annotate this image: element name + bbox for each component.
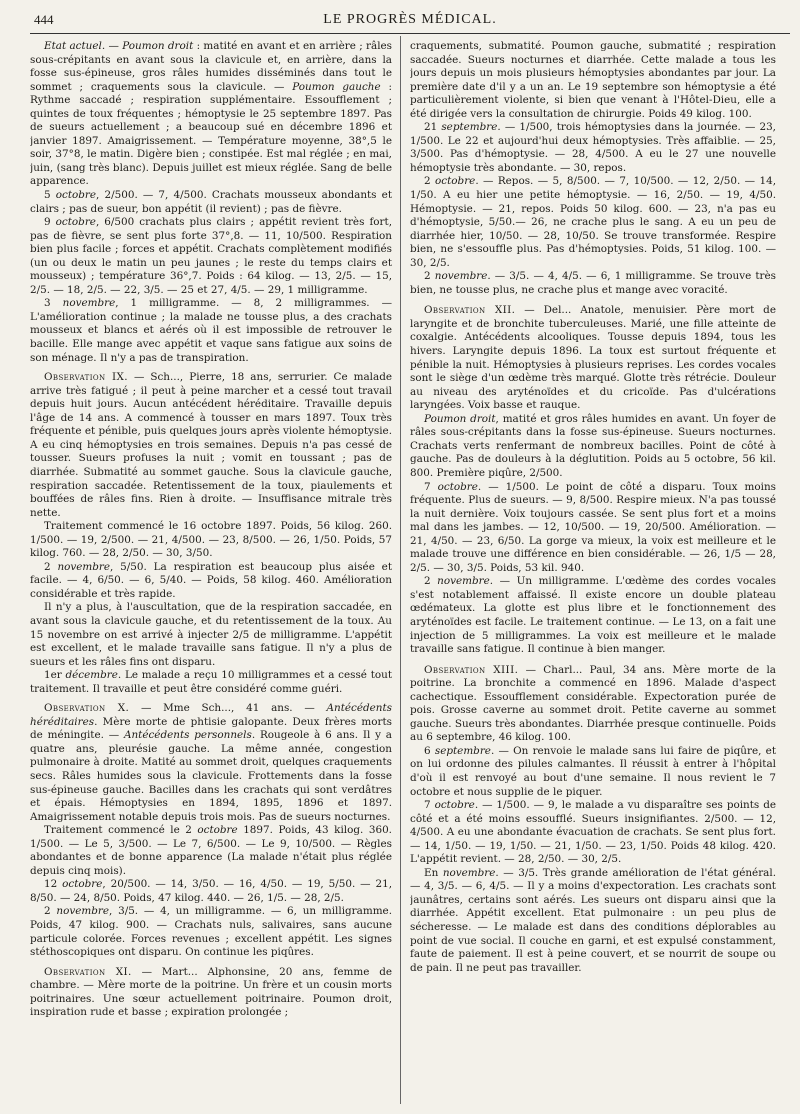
italic-term: Poumon droit bbox=[122, 40, 194, 52]
paragraph bbox=[410, 575, 776, 656]
italic-term: Antécédents personnels bbox=[123, 729, 252, 742]
text-run: . Rougeole à 6 ans. Il y a quatre ans, pleurésie gauche. La même année, congestion pulmonaire à droite. Matité au sommet droit, quelques craquements secs. Râles humides sous la clavicule. Frottements dans la fosse sus-épineuse gauche. Bacilles dans les crachats qui sont verdâtres et épais. Hémoptysies en 1894, 1895, 1896 et 1897. Amaigrissement notable depuis trois mois. Pas de sueurs nocturnes. bbox=[30, 729, 392, 823]
text-run: : matité en avant et en arrière ; râles sous-crépitants en avant sous la clavicule et, en arrière, dans la fosse sus-épineuse, gros râles humides disséminés dans tout le sommet ; craquements sous la clavicule. — bbox=[30, 40, 392, 93]
right-column bbox=[410, 40, 776, 1060]
observation-paragraph bbox=[30, 966, 392, 1020]
italic-term: Poumon gauche bbox=[292, 80, 381, 93]
italic-date: septembre bbox=[434, 744, 491, 757]
text-run: : Rythme saccadé ; respiration supplémentaire. Essoufflement ; quintes de toux fréquentes ; hémoptysie le 25 septembre 1897. Pas de sueurs actuellement ; a beaucoup sué en décembre 1896 et janvier 1897. Amaigrissement. — Température moyenne, 38°,5 le soir, 37°8, le matin. Digère bien ; constipée. Est mal réglée ; en mai, juin, (sang très blanc). Depuis juillet est mieux réglée. Sang de belle apparence. bbox=[30, 80, 392, 188]
paragraph bbox=[410, 799, 776, 867]
observation-label: Observation IX. bbox=[44, 371, 128, 384]
paragraph bbox=[410, 867, 776, 975]
paragraph bbox=[410, 121, 776, 175]
text-run: Traitement commencé le 2 bbox=[44, 824, 198, 837]
observation-label: Observation XII. bbox=[424, 304, 516, 317]
text-run: . Mère morte de phtisie galopante. Deux frères morts de méningite. — bbox=[30, 715, 392, 742]
paragraph bbox=[30, 669, 392, 696]
text-run: , 2/500. — 7, 4/500. Crachats mousseux abondants et clairs ; pas de sueur, bon appétit (il revient) ; pas de fièvre. bbox=[30, 189, 392, 215]
paragraph bbox=[410, 481, 776, 576]
text-run: . — 3/5. Très grande amélioration de l'état général. — 4, 3/5. — 6, 4/5. — Il y a moins d'expectoration. Les crachats sont jaunâtres, certains sont aérés. Les sueurs ont disparu ainsi que la diarrhée. Appétit excellent. Etat pulmonaire : un peu plus de sécheresse. — Le malade est dans des conditions déplorables au point de vue social. Il couche en garni, et est expulsé constamment, faute de paiement. Il est à peine couvert, et se nourrit de soupe ou de pain. Il ne peut pas travailler. bbox=[410, 866, 776, 974]
paragraph bbox=[30, 216, 392, 297]
italic-date: novembre bbox=[57, 560, 111, 573]
text-run: , 5/50. La respiration est beaucoup plus aisée et facile. — 4, 6/50. — 6, 5/40. — Poids, 58 kilog. 460. Amélioration considérable et très rapide. bbox=[30, 560, 392, 600]
observation-paragraph bbox=[410, 664, 776, 745]
text-run: — Mme Sch..., 41 ans. — bbox=[129, 702, 327, 715]
text-run: 3 bbox=[44, 297, 63, 310]
italic-date: octobre bbox=[55, 216, 96, 229]
italic-date: décembre bbox=[65, 669, 118, 682]
running-title: LE PROGRÈS MÉDICAL. bbox=[323, 12, 497, 27]
italic-date: novembre bbox=[62, 297, 116, 310]
italic-date: octobre bbox=[435, 175, 476, 188]
text-run: — Del... Anatole, menuisier. Père mort de laryngite et de bronchite tuberculeuses. Marié, une fille atteinte de coxalgie. Antécédents alcooliques. Tousse depuis 1894, tous les hivers. Laryngite depuis 1896. La toux est surtout fréquente et pénible la nuit. Hémoptysies à plusieurs reprises. Les cordes vocales sont le siège d'un œdème très marqué. Glotte très rétrécie. Douleur au niveau des aryténoïdes et du cricoïde. Pas d'ulcérations laryngées. Voix basse et rauque. bbox=[410, 304, 776, 412]
text-run: . — 1/500. Le point de côté a disparu. Toux moins fréquente. Plus de sueurs. — 9, 8/500. Respire mieux. N'a pas toussé la nuit dernière. Voix toujours cassée. Se sent plus fort et a moins mal dans les jambes. — 12, 10/500. — 19, 20/500. Amélioration. — 21, 4/50. — 23, 6/50. La gorge va mieux, la voix est meilleure et le malade trouve une différence en bien considérable. — 26, 1/5 — 28, 2/5. — 30, 3/5. Poids, 53 kil. 940. bbox=[410, 480, 776, 574]
text-run: 12 bbox=[44, 878, 63, 891]
header-rule bbox=[30, 33, 790, 34]
text-run: — bbox=[105, 40, 123, 52]
text-run: . — Un milligramme. L'œdème des cordes vocales s'est notablement affaissé. Il existe encore un double plateau œdémateux. La glotte est plus libre et le fonctionnement des aryténoïdes est facile. Le traitement continue. — Le 13, on a fait une injection de 5 milligrammes. La voix est meilleure et le malade travaille sans fatigue. Il continue à bien manger. bbox=[410, 575, 776, 656]
text-run: — Mart... Alphonsine, 20 ans, femme de chambre. — Mère morte de la poitrine. Un frère et un cousin morts poitrinaires. Une sœur actuellement poitrinaire. Poumon droit, inspiration rude et basse ; expiration prolongée ; bbox=[30, 965, 392, 1019]
paragraph bbox=[30, 905, 392, 959]
text-run: . — On renvoie le malade sans lui faire de piqûre, et on lui ordonne des pilules calmantes. Il réussit à entrer à l'hôpital d'où il est renvoyé au bout d'une semaine. Il nous revient le 7 octobre et nous supplie de le piquer. bbox=[410, 744, 776, 798]
text-run: 9 bbox=[44, 216, 56, 229]
text-run: . — 1/500, trois hémoptysies dans la journée. — 23, 1/500. Le 22 et aujourd'hui deux hémoptysies. Très affaiblie. — 25, 3/500. Pas d'hémoptysie. — 28, 4/500. A eu le 27 une nouvelle hémoptysie très abondante. — 30, repos. bbox=[410, 121, 776, 174]
text-run: 21 bbox=[424, 121, 442, 134]
left-column bbox=[30, 40, 392, 1070]
text-run: , 3/5. — 4, un milligramme. — 6, un milligramme. Poids, 47 kilog. 900. — Crachats nuls, salivaires, sans aucune particule colorée. Forces revenues ; excellent appétit. Les signes stéthoscopiques ont disparu. On continue les piqûres. bbox=[30, 905, 392, 959]
paragraph bbox=[30, 297, 392, 365]
text-run: . — Repos. — 5, 8/500. — 7, 10/500. — 12, 2/50. — 14, 1/50. A eu hier une petite hémoptysie. — 16, 2/50. — 19, 4/50. Hémoptysie. — 21, repos. Poids 50 kilog. 600. — 23, n'a pas eu d'hémoptysie, 5/50.— 26, ne crache plus le sang. A eu un peu de diarrhée hier, 10/50. — 28, 10/50. Se trouve transformée. Respire bien, ne s'essouffle plus. Pas d'hémoptysies. Poids, 51 kilog. 100. —30, 2/5. bbox=[410, 175, 776, 269]
text-run: , matité et gros râles humides en avant. Un foyer de râles sous-crépitants dans la fosse sus-épineuse. Sueurs nocturnes. Crachats verts renfermant de nombreux bacilles. Point de côté à gauche. Pas de douleurs à la déglutition. Poids au 5 octobre, 56 kil. 800. Première piqûre, 2/500. bbox=[410, 412, 776, 479]
text-run: . — 3/5. — 4, 4/5. — 6, 1 milligramme. Se trouve très bien, ne tousse plus, ne crache plus et mange avec voracité. bbox=[410, 270, 776, 296]
italic-term: Poumon droit bbox=[424, 412, 496, 425]
text-run: , 1 milligramme. — 8, 2 milligrammes. — L'amélioration continue ; la malade ne tousse plus, a des crachats mousseux et blancs et aérés où il est impossible de retrouver le bacille. Elle mange avec appétit et vaque sans fatigue aux soins de son ménage. Il n'y a pas de transpiration. bbox=[30, 297, 392, 364]
text-run: 5 bbox=[44, 189, 56, 202]
paragraph bbox=[30, 878, 392, 905]
italic-date: octobre bbox=[62, 878, 103, 891]
paragraph bbox=[30, 824, 392, 878]
observation-label: Observation XI. bbox=[44, 965, 132, 978]
italic-date: octobre bbox=[197, 824, 238, 837]
text-run: 1897. Poids, 43 kilog. 360. 1/500. — Le 5, 3/500. — Le 7, 6/500. — Le 9, 10/500. — Règles abondantes et de bonne apparence (La malade n'était plus réglée depuis cinq mois). bbox=[30, 824, 392, 877]
italic-date: novembre bbox=[437, 575, 490, 588]
text-run: En bbox=[424, 866, 443, 879]
paragraph bbox=[410, 413, 776, 481]
observation-label: Observation XIII. bbox=[424, 663, 519, 676]
italic-date: septembre bbox=[441, 121, 498, 134]
paragraph bbox=[410, 270, 776, 297]
text-run: 2 bbox=[424, 175, 436, 188]
observation-paragraph bbox=[410, 304, 776, 412]
italic-date: novembre bbox=[56, 905, 109, 918]
column-divider bbox=[400, 36, 401, 1104]
text-run: 2 bbox=[424, 270, 435, 283]
italic-date: novembre bbox=[442, 866, 496, 879]
observation-paragraph bbox=[30, 371, 392, 520]
text-run: 2 bbox=[424, 575, 438, 588]
text-run: 1er bbox=[44, 669, 66, 682]
paragraph: craquements, submatité. Poumon gauche, submatité ; respiration saccadée. Sueurs nocturnes et diarrhée. Cette malade a tous les jours depuis un mois plusieurs hémoptysies abondantes par jour. La première date d'il y a un an. Le 19 septembre son hémoptysie a été particulièrement violente, si bien que venant à l'Hôtel-Dieu, elle a été dirigée vers la consultation de chirurgie. Poids 49 kilog. 100. bbox=[410, 40, 776, 120]
text-run: , 20/500. — 14, 3/50. — 16, 4/50. — 19, 5/50. — 21, 8/50. — 24, 8/50. Poids, 47 kilog. 440. — 26, 1/5. — 28, 2/5. bbox=[30, 878, 392, 904]
paragraph bbox=[30, 189, 392, 216]
italic-heading: Etat actuel. bbox=[44, 40, 106, 52]
italic-date: octobre bbox=[437, 480, 478, 493]
text-run: . — 1/500. — 9, le malade a vu disparaître ses points de côté et a été moins essoufflé. Sueurs insignifiantes. 2/500. — 12, 4/500. A eu une abondante évacuation de crachats. Se sent plus fort. — 14, 1/50. — 19, 1/50. — 21, 1/50. — 23, 1/50. Poids 48 kilog. 420. L'appétit revient. — 28, 2/50. — 30, 2/5. bbox=[410, 799, 776, 866]
text-run: 2 bbox=[44, 905, 57, 918]
page-header bbox=[30, 10, 790, 30]
italic-date: octobre bbox=[434, 799, 475, 812]
paragraph bbox=[410, 175, 776, 270]
text-run: . Le malade a reçu 10 milligrammes et a cessé tout traitement. Il travaille et peut être considéré comme guéri. bbox=[30, 669, 392, 695]
italic-term: Antécédents héréditaires bbox=[30, 702, 392, 728]
italic-date: novembre bbox=[434, 270, 488, 283]
text-run: 6 bbox=[424, 744, 435, 757]
text-run: — Sch..., Pierre, 18 ans, serrurier. Ce malade arrive très fatigué ; il peut à peine marcher et a cessé tout travail depuis huit jours. Aucun antécédent héréditaire. Travaille depuis l'âge de 14 ans. A commencé à tousser en mars 1897. Toux très fréquente et pénible, puis quelques jours après violente hémoptysie. A eu cinq hémoptysies en trois semaines. Depuis n'a pas cessé de tousser. Sueurs profuses la nuit ; vomit en toussant ; pas de diarrhée. Submatité au sommet gauche. Sous la clavicule gauche, respiration saccadée. Retentissement de la toux, piaulements et bouffées de râles fins. Rien à droite. — Insuffisance mitrale très nette. bbox=[30, 371, 392, 519]
paragraph: Il n'y a plus, à l'auscultation, que de la respiration saccadée, en avant sous la clavicule gauche, et du retentissement de la toux. Au 15 novembre on est arrivé à injecter 2/5 de milligramme. L'appétit est excellent, et le malade travaille sans fatigue. Il n'y a plus de sueurs et les râles fins ont disparu. bbox=[30, 601, 392, 668]
text-run: 7 bbox=[424, 799, 435, 812]
paragraph bbox=[30, 561, 392, 602]
text-run: 2 bbox=[44, 560, 58, 573]
observation-label: Observation X. bbox=[44, 702, 130, 715]
observation-paragraph bbox=[30, 702, 392, 824]
text-run: , 6/500 crachats plus clairs ; appétit revient très fort, pas de fièvre, se sent plus forte 37°,8. — 11, 10/500. Respiration bien plus facile ; forces et appétit. Crachats complètement modifiés (un ou deux le matin un peu jaunes ; le reste du temps clairs et mousseux) ; température 36°,7. Poids : 64 kilog. — 13, 2/5. — 15, 2/5. — 18, 2/5. — 22, 3/5. — 25 et 27, 4/5. — 29, 1 milligramme. bbox=[30, 216, 392, 296]
paragraph bbox=[410, 745, 776, 799]
text-run: — Charl... Paul, 34 ans. Mère morte de la poitrine. La bronchite a commencé en 1896. Malade d'aspect cachectique. Essoufflement considérable. Expectoration purée de pois. Grosse caverne au sommet droit. Petite caverne au sommet gauche. Sueurs très abondantes. Diarrhée presque continuelle. Poids au 6 septembre, 46 kilog. 100. bbox=[410, 663, 776, 744]
paragraph: Traitement commencé le 16 octobre 1897. Poids, 56 kilog. 260. 1/500. — 19, 2/500. — 21, 4/500. — 23, 8/500. — 26, 1/50. Poids, 57 kilog. 760. — 28, 2/50. — 30, 3/50. bbox=[30, 520, 392, 560]
page-number: 444 bbox=[34, 12, 54, 27]
paragraph bbox=[30, 40, 392, 189]
italic-date: octobre bbox=[55, 189, 97, 202]
text-run: 7 bbox=[424, 480, 438, 493]
